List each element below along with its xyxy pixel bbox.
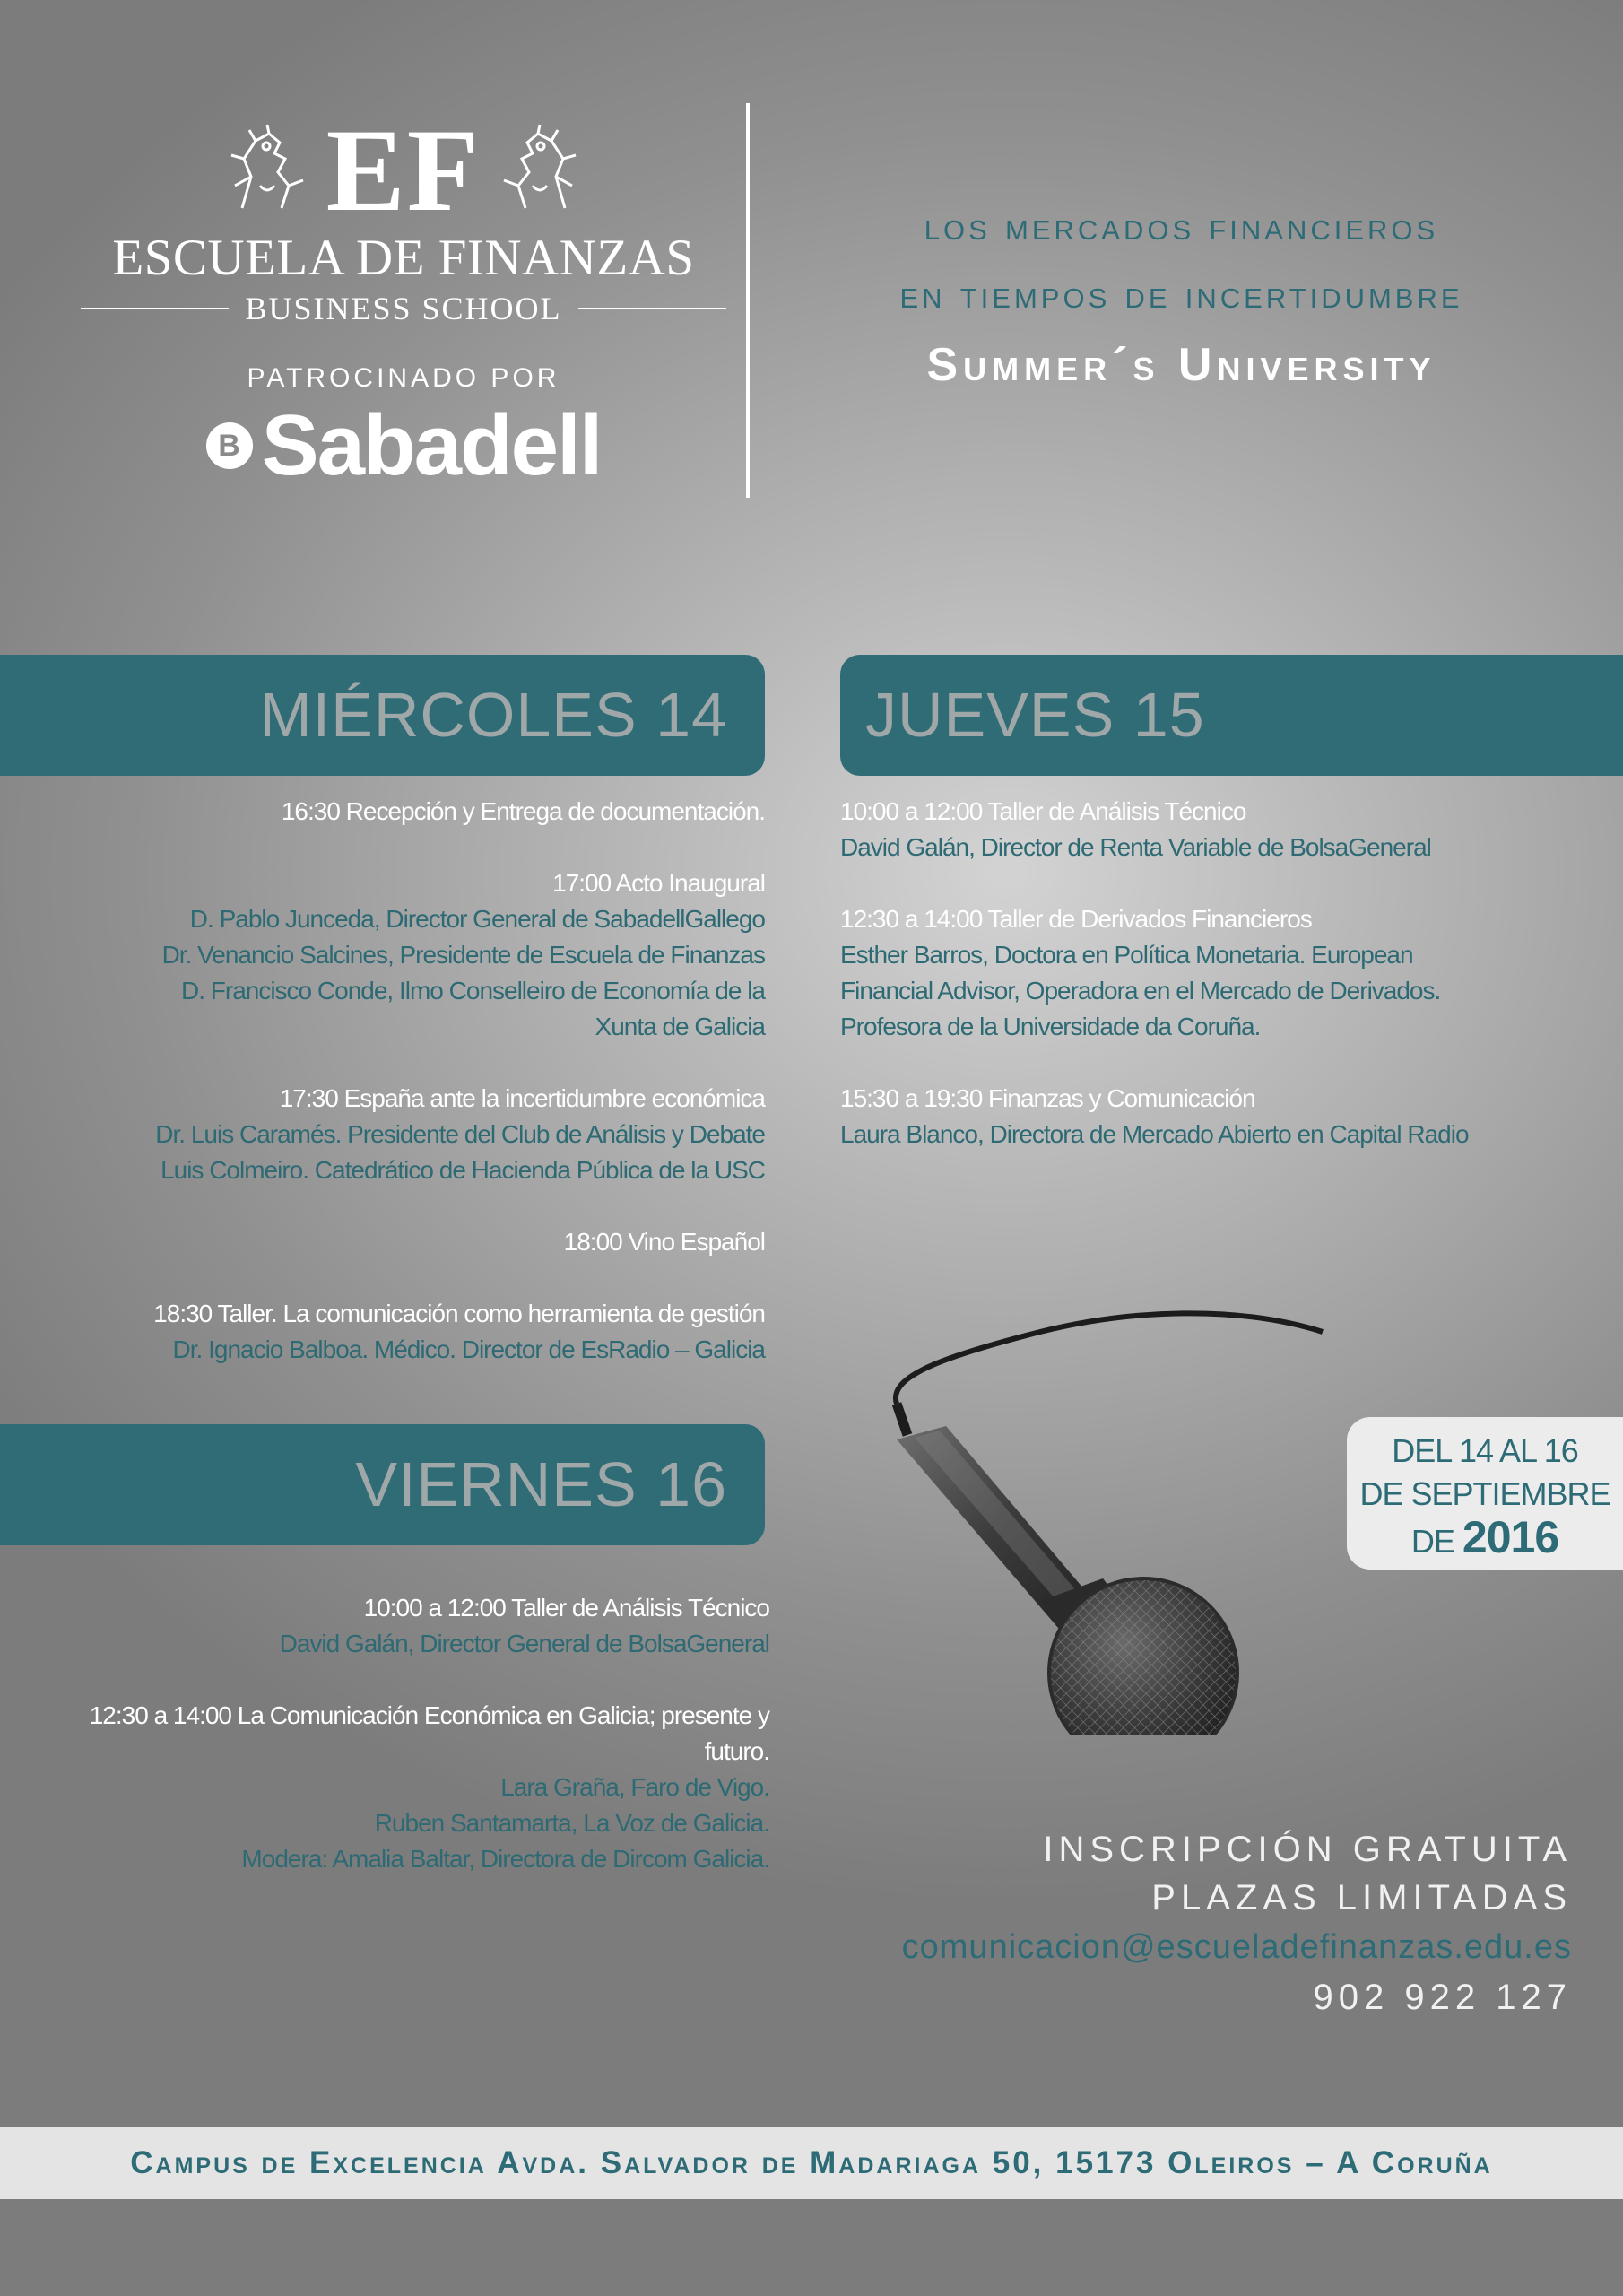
date-line-1: DEL 14 AL 16: [1392, 1432, 1578, 1469]
entry-speaker: Luis Colmeiro. Catedrático de Hacienda Pública de la USC: [161, 1156, 765, 1184]
registration-free: INSCRIPCIÓN GRATUITA: [1043, 1830, 1572, 1869]
entry-speaker: Lara Graña, Faro de Vigo.: [500, 1773, 769, 1801]
footer-address: Campus de Excelencia Avda. Salvador de Madariaga 50, 15173 Oleiros – A Coruña: [0, 2127, 1623, 2199]
entry-speaker: Profesora de la Universidade da Coruña.: [840, 1013, 1261, 1040]
thursday-entry: [840, 1081, 1575, 1152]
entry-speaker: D. Francisco Conde, Ilmo Conselleiro de Economía de la: [180, 977, 765, 1004]
microphone-icon: [861, 1305, 1327, 1735]
day-banner-wednesday: MIÉRCOLES 14: [0, 655, 765, 776]
day-banner-thursday: JUEVES 15: [840, 655, 1623, 776]
entry-speaker: Esther Barros, Doctora en Política Monetaria. European: [840, 941, 1413, 969]
sponsor-logo: [81, 397, 726, 493]
day-banner-friday: VIERNES 16: [0, 1424, 765, 1545]
thursday-entry: [840, 794, 1575, 865]
entry-speaker: Dr. Luis Caramés. Presidente del Club de Análisis y Debate: [155, 1120, 765, 1148]
event-title-line-2: en tiempos de incertidumbre: [899, 273, 1463, 317]
entry-speaker: D. Pablo Junceda, Director General de SabadellGallego: [189, 905, 765, 933]
wednesday-entry: [54, 794, 765, 830]
registration-limited: PLAZAS LIMITADAS: [1151, 1878, 1572, 1918]
ef-logo-mark: [81, 104, 726, 236]
schedule-thursday: [840, 794, 1575, 1188]
entry-title: 10:00 a 12:00 Taller de Análisis Técnico: [363, 1594, 769, 1622]
event-subtitle: Summer´s University: [926, 339, 1436, 391]
entry-speaker: Laura Blanco, Directora de Mercado Abierto en Capital Radio: [840, 1120, 1469, 1148]
header-divider: [746, 103, 750, 498]
date-line-2: DE SEPTIEMBRE: [1359, 1475, 1610, 1512]
entry-title: 17:30 España ante la incertidumbre económica: [279, 1084, 765, 1112]
ef-logo-letters: EF: [325, 104, 482, 236]
entry-speaker: David Galán, Director General de BolsaGeneral: [279, 1630, 769, 1657]
school-name: ESCUELA DE FINANZAS: [112, 230, 695, 286]
date-badge: [1347, 1417, 1623, 1570]
wednesday-entry: [54, 1224, 765, 1260]
business-school-label: BUSINESS SCHOOL: [245, 291, 562, 326]
entry-title: 16:30 Recepción y Entrega de documentación.: [281, 797, 765, 825]
entry-title: 10:00 a 12:00 Taller de Análisis Técnico: [840, 797, 1246, 825]
sabadell-b-icon: B: [206, 422, 253, 469]
entry-speaker: Ruben Santamarta, La Voz de Galicia.: [374, 1809, 769, 1837]
entry-speaker: Dr. Ignacio Balboa. Médico. Director de EsRadio – Galicia: [172, 1335, 765, 1363]
schedule-wednesday: [54, 794, 765, 1404]
entry-title: 18:00 Vino Español: [563, 1228, 765, 1256]
sponsor-name: Sabadell: [261, 397, 602, 493]
thursday-entry: [840, 901, 1575, 1045]
lion-right-icon: [498, 123, 583, 217]
entry-title: 12:30 a 14:00 Taller de Derivados Financieros: [840, 905, 1312, 933]
entry-speaker: Financial Advisor, Operadora en el Mercado de Derivados.: [840, 977, 1441, 1004]
wednesday-entry: [54, 1081, 765, 1188]
sponsor-label: PATROCINADO POR: [247, 363, 560, 393]
school-logo-block: [81, 104, 726, 498]
event-title-line-1: los mercados financieros: [924, 204, 1439, 248]
contact-email[interactable]: comunicacion@escueladefinanzas.edu.es: [901, 1928, 1572, 1966]
entry-speaker: David Galán, Director de Renta Variable de BolsaGeneral: [840, 833, 1431, 861]
date-line-3: [1347, 1512, 1623, 1563]
event-title-block: [767, 193, 1596, 401]
contact-phone[interactable]: 902 922 127: [1313, 1978, 1572, 2017]
business-school-row: [81, 290, 726, 327]
divider-rule-left: [81, 308, 229, 309]
entry-speaker: Xunta de Galicia: [595, 1013, 765, 1040]
date-year: 2016: [1462, 1512, 1559, 1562]
divider-rule-right: [578, 308, 726, 309]
entry-title: 15:30 a 19:30 Finanzas y Comunicación: [840, 1084, 1255, 1112]
entry-title: 17:00 Acto Inaugural: [552, 869, 765, 897]
entry-speaker: Modera: Amalia Baltar, Directora de Dircom Galicia.: [241, 1845, 769, 1873]
schedule-friday: [36, 1590, 769, 1913]
entry-title: 18:30 Taller. La comunicación como herramienta de gestión: [153, 1300, 765, 1327]
date-prefix: DE: [1410, 1523, 1454, 1560]
lion-left-icon: [224, 123, 309, 217]
registration-block: [789, 1825, 1572, 2022]
entry-title: 12:30 a 14:00 La Comunicación Económica en Galicia; presente y futuro.: [89, 1701, 769, 1765]
wednesday-entry: [54, 1296, 765, 1368]
friday-entry: [36, 1698, 769, 1877]
friday-entry: [36, 1590, 769, 1662]
entry-speaker: Dr. Venancio Salcines, Presidente de Escuela de Finanzas: [161, 941, 765, 969]
wednesday-entry: [54, 865, 765, 1045]
